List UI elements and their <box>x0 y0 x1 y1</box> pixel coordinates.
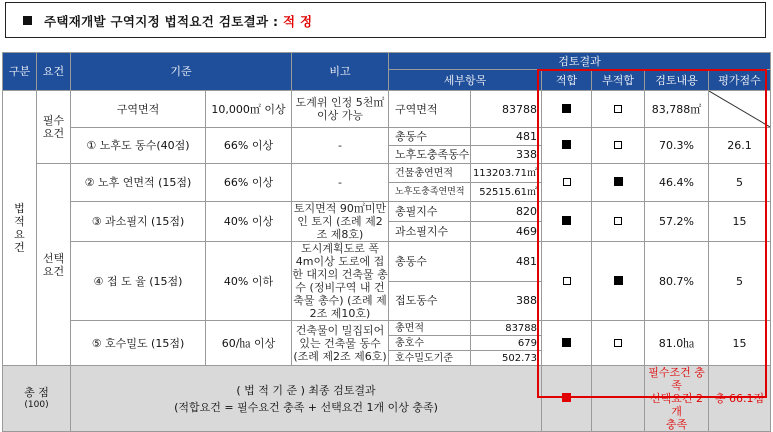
detail-label: 접도동수 <box>389 281 471 321</box>
total-label: 총 점 <box>24 385 49 399</box>
detail-label: 구역면적 <box>389 91 471 128</box>
detail-label: 노후도충족연면적 <box>389 183 471 202</box>
row-note: 도시계획도로 폭 4m이상 도로에 접한 대지의 건축물 총수 (정비구역 내 건축물 총수) (조례 제2조 제10호) <box>292 242 388 320</box>
detail-value: 502.73 <box>471 351 542 366</box>
detail-value: 481 <box>471 128 542 146</box>
category-optional <box>37 164 71 366</box>
category-optional-label: 선택요건 <box>42 251 65 278</box>
fit-cell <box>542 164 592 202</box>
row-note: 도계위 인정 5천㎡ 이상 가능 <box>292 91 389 128</box>
title-label: 주택재개발 구역지정 법적요건 검토결과 : <box>44 14 283 29</box>
fit-mark-icon <box>562 216 571 225</box>
fit-cell <box>542 128 592 164</box>
unfit-mark-icon <box>614 177 623 186</box>
fit-mark-icon <box>563 178 571 186</box>
row-name: ① 노후도 동수(40점) <box>71 128 206 164</box>
content-cell: 81.0㏊ <box>645 321 709 366</box>
detail-label: 노후도충족동수 <box>389 146 471 164</box>
row-standard: 40% 이상 <box>206 202 292 242</box>
row-note: - <box>292 128 389 164</box>
category-mandatory <box>37 91 71 164</box>
row-note: 건축물이 밀집되어 있는 건축물 동수 (조례 제2조 제6호) <box>292 321 389 366</box>
detail-value: 52515.61㎡ <box>471 183 542 202</box>
content-cell: 57.2% <box>645 202 709 242</box>
detail-value: 820 <box>471 202 542 222</box>
detail-label: 총면적 <box>389 321 471 336</box>
row-name: ⑤ 호수밀도 (15점) <box>71 321 206 366</box>
detail-label: 총호수 <box>389 336 471 351</box>
header-detail: 세부항목 <box>389 70 542 91</box>
content-cell: 83,788㎡ <box>645 91 709 128</box>
row-standard: 66% 이상 <box>206 164 292 202</box>
diagonal-line-icon <box>709 91 770 127</box>
fit-cell <box>542 321 592 366</box>
total-criteria-line1: ( 법 적 기 준 ) 최종 검토결과 <box>236 383 376 397</box>
content-cell: 46.4% <box>645 164 709 202</box>
unfit-cell <box>592 164 645 202</box>
unfit-mark-icon <box>614 217 622 225</box>
category-legal <box>3 91 37 366</box>
total-content-line2: 선택요건 2개 <box>650 392 704 418</box>
header-score: 평가점수 <box>709 70 771 91</box>
detail-label: 과소필지수 <box>389 222 471 242</box>
unfit-mark-icon <box>614 141 622 149</box>
header-yogeon: 요건 <box>37 53 71 91</box>
row-standard: 60/㏊ 이상 <box>206 321 292 366</box>
detail-label: 총동수 <box>389 128 471 146</box>
fit-mark-icon <box>563 277 571 285</box>
row-note: - <box>292 164 389 202</box>
detail-value: 481 <box>471 242 542 282</box>
fit-cell <box>542 91 592 128</box>
total-criteria-line2: (적합요건 = 필수요건 충족 + 선택요건 1개 이상 충족) <box>174 400 438 414</box>
detail-value: 83788 <box>471 91 542 128</box>
report-title-box <box>5 2 766 38</box>
row-name: ④ 접 도 율 (15점) <box>71 242 206 321</box>
row-name: 구역면적 <box>71 91 206 128</box>
header-gijun: 기준 <box>71 53 292 91</box>
detail-value: 83788 <box>471 321 542 336</box>
header-review: 검토결과 <box>389 53 771 70</box>
total-fit-mark-icon <box>562 393 571 402</box>
total-unfit-cell <box>592 366 645 432</box>
detail-label: 건물총연면적 <box>389 164 471 183</box>
fit-cell <box>542 202 592 242</box>
header-unfit: 부적합 <box>592 70 645 91</box>
detail-value: 679 <box>471 336 542 351</box>
score-cell: 5 <box>709 164 771 202</box>
unfit-cell <box>592 91 645 128</box>
total-content-line3: 충족 <box>665 418 688 431</box>
detail-value: 338 <box>471 146 542 164</box>
detail-label: 총필지수 <box>389 202 471 222</box>
detail-label: 총동수 <box>389 242 471 282</box>
unfit-cell <box>592 128 645 164</box>
score-cell-empty <box>709 91 771 128</box>
category-mandatory-label: 필수요건 <box>42 114 65 140</box>
total-content-cell <box>645 366 709 432</box>
row-standard: 66% 이상 <box>206 128 292 164</box>
row-note: 토지면적 90㎡미만인 토지 (조례 제2조 제8호) <box>292 202 389 242</box>
review-table <box>2 52 771 432</box>
fit-cell <box>542 242 592 321</box>
score-cell: 15 <box>709 321 771 366</box>
header-fit: 적합 <box>542 70 592 91</box>
unfit-cell <box>592 321 645 366</box>
unfit-mark-icon <box>614 105 622 113</box>
header-bigo: 비고 <box>292 53 389 91</box>
score-cell: 5 <box>709 242 771 321</box>
detail-label: 호수밀도기준 <box>389 351 471 366</box>
row-name: ③ 과소필지 (15점) <box>71 202 206 242</box>
fit-mark-icon <box>562 338 571 347</box>
category-legal-label: 법적요건 <box>14 202 25 254</box>
header-content: 검토내용 <box>645 70 709 91</box>
total-sub: (100) <box>24 399 49 410</box>
score-cell: 15 <box>709 202 771 242</box>
total-score: 총 66.1점 <box>709 366 771 432</box>
unfit-cell <box>592 242 645 321</box>
row-name: ② 노후 연면적 (15점) <box>71 164 206 202</box>
score-cell: 26.1 <box>709 128 771 164</box>
fit-mark-icon <box>562 104 571 113</box>
detail-value: 113203.71㎡ <box>471 164 542 183</box>
fit-mark-icon <box>562 140 571 149</box>
row-standard: 10,000㎡ 이상 <box>206 91 292 128</box>
total-fit-cell <box>542 366 592 432</box>
row-standard: 40% 이하 <box>206 242 292 321</box>
unfit-mark-icon <box>614 276 623 285</box>
report-title <box>44 12 312 30</box>
detail-value: 469 <box>471 222 542 242</box>
total-label-cell <box>3 366 71 432</box>
title-result: 적 정 <box>282 14 313 29</box>
content-cell: 80.7% <box>645 242 709 321</box>
detail-value: 388 <box>471 281 542 321</box>
bullet-square-icon <box>23 16 32 25</box>
total-content-line1: 필수조건 충족 <box>648 366 705 392</box>
unfit-mark-icon <box>614 339 622 347</box>
total-criteria-cell <box>71 366 542 432</box>
unfit-cell <box>592 202 645 242</box>
content-cell: 70.3% <box>645 128 709 164</box>
header-gubun: 구분 <box>3 53 37 91</box>
